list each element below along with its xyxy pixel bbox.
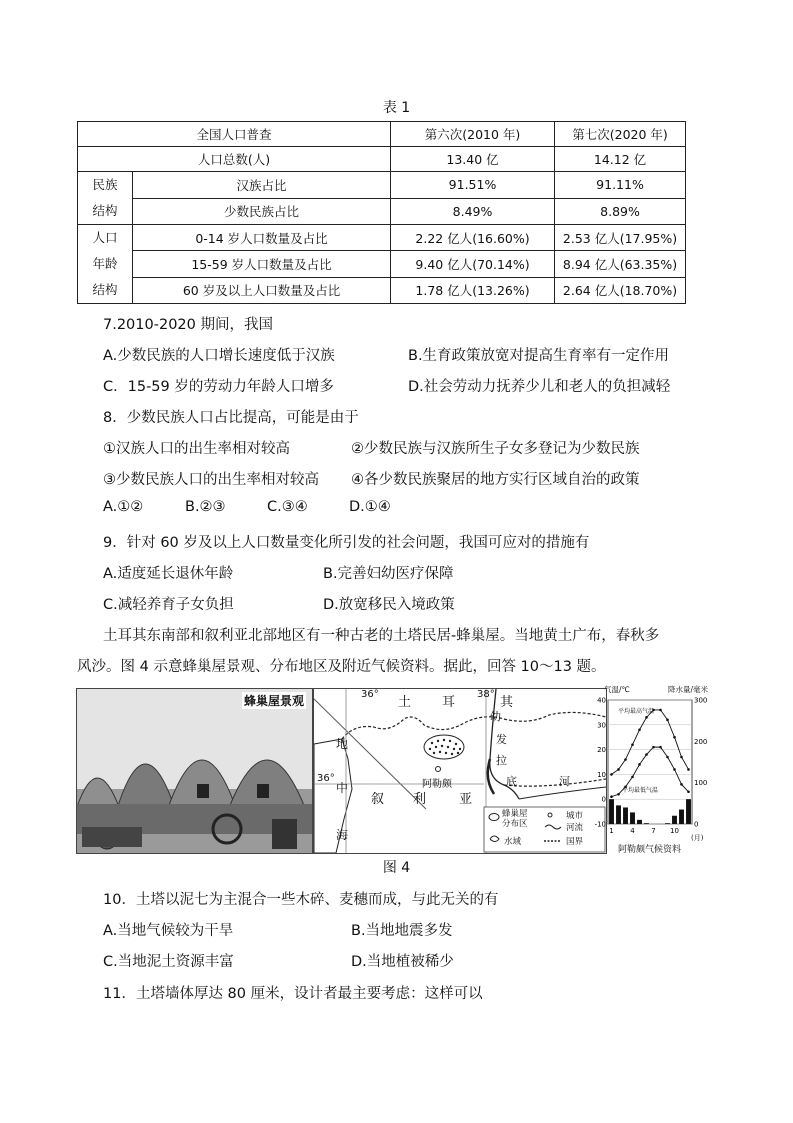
- map-label-he: 河: [559, 775, 570, 788]
- header-cell: 第六次(2010 年): [391, 122, 555, 147]
- map-label-you: 幼: [490, 710, 501, 723]
- precipitation-bar: [686, 799, 691, 824]
- table-row: [78, 225, 686, 251]
- q8-option-a: A.①②: [103, 499, 144, 515]
- cell: 2.22 亿人(16.60%): [391, 225, 555, 251]
- beehive-distribution-area: [424, 735, 464, 759]
- cell: 8.94 亿人(63.35%): [555, 251, 686, 277]
- q10-option-a: A.当地气候较为干旱: [103, 923, 234, 939]
- q8-option-d: D.①④: [349, 499, 391, 515]
- temp-point: [617, 768, 620, 771]
- temp-point: [645, 753, 648, 756]
- temp-point: [666, 719, 669, 722]
- map-label-xu: 叙: [371, 792, 385, 807]
- precipitation-bar: [665, 823, 670, 824]
- map-lon-38: 38°: [477, 689, 495, 700]
- map-label-fa: 发: [496, 733, 507, 746]
- max-temp-line: [612, 710, 689, 774]
- climate-caption: 阿勒颇气候资料: [618, 845, 682, 855]
- temp-point: [687, 768, 690, 771]
- left-tick-label: 20: [597, 746, 606, 755]
- q7-option-b: B.生育政策放宽对提高生育率有一定作用: [408, 348, 670, 364]
- q11-stem: 11．土塔墙体厚达 80 厘米，设计者最主要考虑：这样可以: [103, 986, 483, 1002]
- temp-point: [673, 768, 676, 771]
- q9-option-d: D.放宽移民入境政策: [323, 597, 455, 613]
- cell: 8.49%: [391, 198, 555, 225]
- table-row: [78, 198, 686, 225]
- min-temp-label: 平均最低气温: [622, 787, 659, 794]
- precipitation-bar: [616, 805, 621, 824]
- q10-option-c: C.当地泥土资源丰富: [103, 954, 234, 970]
- q7-option-c: C．15-59 岁的劳动力年龄人口增多: [103, 379, 334, 395]
- precipitation-bar: [630, 812, 635, 824]
- map-label-er: 耳: [442, 695, 456, 710]
- beehive-house-photo: [76, 688, 313, 854]
- temp-point: [610, 773, 613, 776]
- q8-stem: 8．少数民族人口占比提高，可能是由于: [103, 410, 359, 426]
- cell: 2.64 亿人(18.70%): [555, 277, 686, 303]
- intro-line-1: 土耳其东南部和叙利亚北部地区有一种古老的土塔民居-蜂巢屋。当地黄土广布，春秋多: [103, 628, 660, 644]
- left-tick-label: 10: [597, 770, 606, 779]
- precipitation-bar: [609, 799, 614, 824]
- left-tick-label: 40: [597, 696, 606, 705]
- temp-point: [631, 743, 634, 746]
- q7-option-a: A.少数民族的人口增长速度低于汉族: [103, 348, 335, 364]
- q8-statement-1: ①汉族人口的出生率相对较高: [103, 441, 290, 457]
- q8-statement-2: ②少数民族与汉族所生子女多登记为少数民族: [351, 441, 640, 457]
- legend-hive-label: 蜂巢屋 分布区: [502, 809, 528, 829]
- temp-point: [659, 746, 662, 749]
- cell: 8.89%: [555, 198, 686, 225]
- q9-option-b: B.完善妇幼医疗保障: [323, 566, 454, 582]
- legend-city-label: 城市: [566, 811, 584, 821]
- climate-chart: [590, 684, 718, 856]
- left-tick-label: 0: [601, 795, 606, 804]
- city-marker-aleppo: [436, 767, 441, 772]
- table-title: 表 1: [382, 100, 411, 116]
- row-label: 少数民族占比: [133, 198, 391, 225]
- border-line: [342, 717, 504, 739]
- temp-point: [666, 756, 669, 759]
- right-tick-label: 300: [694, 696, 708, 705]
- group-label-ethnic: 民族 结构: [78, 172, 133, 225]
- map-lat-36: 36°: [317, 773, 335, 784]
- map-label-tu: 土: [398, 695, 412, 710]
- q8-statement-3: ③少数民族人口的出生率相对较高: [103, 472, 319, 488]
- header-cell: 全国人口普查: [78, 122, 391, 147]
- q10-stem: 10．土塔以泥七为主混合一些木碎、麦穗而成，与此无关的有: [103, 892, 499, 908]
- temp-point: [624, 758, 627, 761]
- table-row: [78, 277, 686, 303]
- temp-point: [680, 756, 683, 759]
- cell: 1.78 亿人(13.26%): [391, 277, 555, 303]
- legend-border-label: 国界: [566, 837, 584, 847]
- right-axis-label: 降水量/毫米: [668, 685, 709, 694]
- map-label-li: 利: [413, 792, 427, 807]
- population-census-table: [77, 121, 686, 304]
- table-row: [78, 147, 686, 172]
- row-label: 人口总数(人): [78, 147, 391, 172]
- row-label: 15-59 岁人口数量及占比: [133, 251, 391, 277]
- q7-option-d: D.社会劳动力抚养少儿和老人的负担减轻: [408, 379, 671, 395]
- map-label-di2: 底: [506, 775, 517, 788]
- precipitation-bar: [679, 810, 684, 824]
- temp-point: [610, 795, 613, 798]
- temp-point: [687, 790, 690, 793]
- x-tick-label: 4: [630, 827, 635, 835]
- right-tick-label: 100: [694, 779, 708, 788]
- row-label: 0-14 岁人口数量及占比: [133, 225, 391, 251]
- temp-point: [659, 709, 662, 712]
- temp-point: [638, 763, 641, 766]
- q8-option-b: B.②③: [185, 499, 226, 515]
- precipitation-bar: [644, 823, 649, 824]
- q7-stem: 7.2010-2020 期间，我国: [103, 317, 273, 333]
- map-label-hai: 海: [336, 828, 349, 842]
- month-unit-label: (月): [691, 834, 704, 842]
- photo-label: 蜂巢屋景观: [244, 694, 305, 708]
- cell: 91.51%: [391, 172, 555, 199]
- q10-option-b: B.当地地震多发: [351, 923, 453, 939]
- legend-water-label: 水域: [504, 837, 522, 847]
- map-label-aleppo: 阿勒颇: [422, 779, 452, 790]
- temp-point: [631, 776, 634, 779]
- table-row: [78, 251, 686, 277]
- map-label-ya: 亚: [459, 792, 473, 807]
- right-tick-label: 200: [694, 737, 708, 746]
- map-label-la: 拉: [496, 754, 507, 767]
- left-tick-label: 30: [597, 721, 606, 730]
- precipitation-bar: [672, 816, 677, 824]
- max-temp-label: 平均最高气温: [618, 708, 655, 715]
- map-lon-36: 36°: [361, 689, 379, 700]
- row-label: 汉族占比: [133, 172, 391, 199]
- map-drawing: [314, 689, 606, 853]
- cell: 13.40 亿: [391, 147, 555, 172]
- table-row: [78, 172, 686, 199]
- legend-city-symbol: [548, 813, 552, 817]
- q8-option-c: C.③④: [267, 499, 308, 515]
- q10-option-d: D.当地植被稀少: [351, 954, 454, 970]
- distribution-map: [313, 688, 607, 854]
- legend-hive-symbol: [489, 814, 499, 821]
- group-label-age: 人口 年龄 结构: [78, 225, 133, 304]
- x-tick-label: 1: [609, 827, 614, 835]
- temp-point: [638, 728, 641, 731]
- right-tick-label: 0: [694, 820, 699, 829]
- temp-point: [652, 746, 655, 749]
- precipitation-bar: [637, 820, 642, 824]
- cell: 91.11%: [555, 172, 686, 199]
- left-axis-label: 气温/℃: [604, 685, 630, 694]
- q9-stem: 9．针对 60 岁及以上人口数量变化所引发的社会问题，我国可应对的措施有: [103, 535, 590, 551]
- cell: 2.53 亿人(17.95%): [555, 225, 686, 251]
- temp-point: [617, 793, 620, 796]
- legend-river-label: 河流: [566, 823, 584, 833]
- q8-statement-4: ④各少数民族聚居的地方实行区域自治的政策: [351, 472, 640, 488]
- figure-caption: 图 4: [382, 860, 411, 876]
- row-label: 60 岁及以上人口数量及占比: [133, 277, 391, 303]
- cell: 14.12 亿: [555, 147, 686, 172]
- q9-option-c: C.减轻养育子女负担: [103, 597, 234, 613]
- precipitation-bar: [623, 807, 628, 824]
- table-header-row: [78, 122, 686, 147]
- temp-point: [673, 736, 676, 739]
- temp-point: [645, 716, 648, 719]
- map-label-qi: 其: [500, 695, 514, 710]
- beehive-photo-illustration: [77, 689, 312, 853]
- x-tick-label: 10: [670, 827, 679, 835]
- x-tick-label: 7: [651, 827, 656, 835]
- cell: 9.40 亿人(70.14%): [391, 251, 555, 277]
- intro-line-2: 风沙。图 4 示意蜂巢屋景观、分布地区及附近气候资料。据此，回答 10～13 题。: [77, 659, 606, 675]
- temp-point: [680, 783, 683, 786]
- map-label-di: 地: [336, 737, 349, 751]
- map-label-zhong: 中: [336, 781, 349, 795]
- header-cell: 第七次(2020 年): [555, 122, 686, 147]
- left-tick-label: -10: [594, 820, 606, 829]
- q9-option-a: A.适度延长退休年龄: [103, 566, 234, 582]
